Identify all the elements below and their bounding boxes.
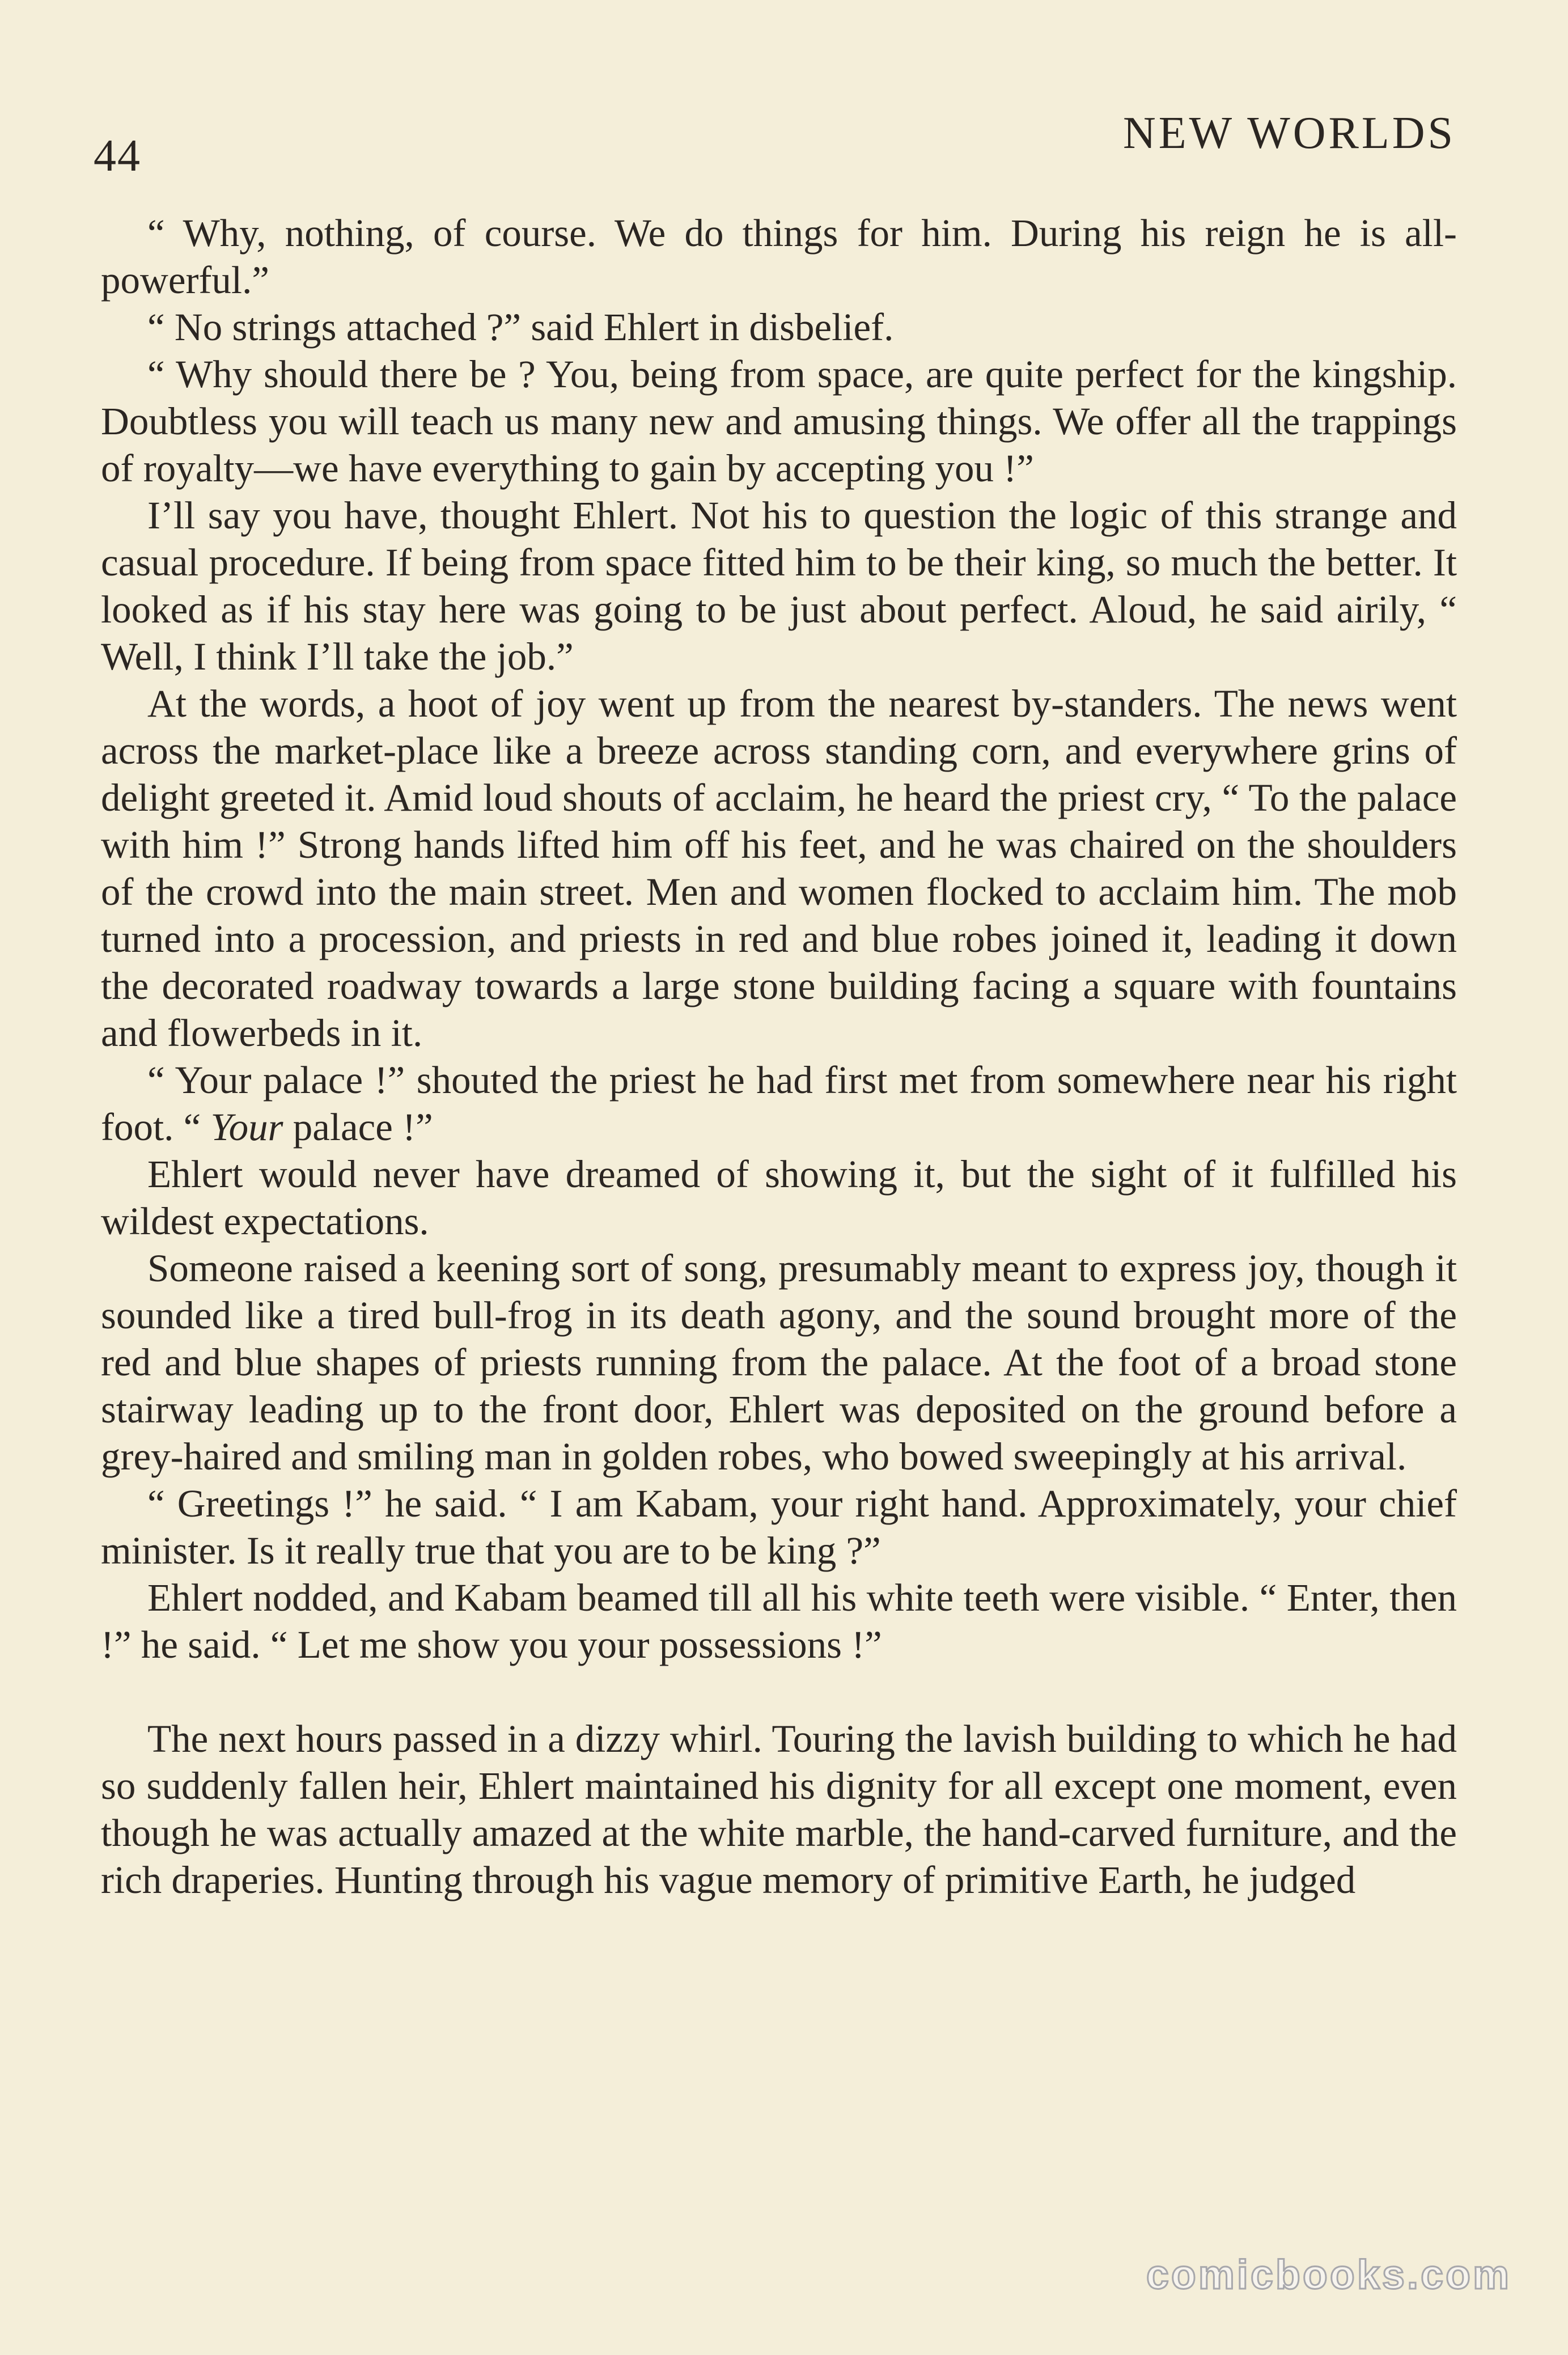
page-header [94, 108, 1456, 181]
paragraph-text: palace !” [283, 1106, 433, 1149]
paragraph: Ehlert nodded, and Kabam beamed till all his white teeth were visible. “ Enter, then !” he said. “ Let me show you your possessions !” [101, 1576, 1457, 1666]
body-text [101, 210, 1457, 1904]
paragraph: “ No strings attached ?” said Ehlert in disbelief. [147, 306, 894, 349]
paragraph-text: “ Your palace !” shouted the priest he had first met from somewhere near his right foot. “ [101, 1058, 1457, 1149]
emphasis-text: Your [210, 1106, 283, 1149]
paragraph: “ Why should there be ? You, being from space, are quite perfect for the kingship. Doubtless you will teach us many new and amusing things. We offer all the trappings of royalty—we have everything to gain by accepting you !” [101, 353, 1457, 490]
paragraph: Someone raised a keening sort of song, presumably meant to express joy, though it sounded like a tired bull-frog in its death agony, and the sound brought more of the red and blue shapes of priests running from the palace. At the foot of a broad stone stairway leading up to the front door, Ehlert was deposited on the ground before a grey-haired and smiling man in golden robes, who bowed sweepingly at his arrival. [101, 1247, 1457, 1478]
paragraph: The next hours passed in a dizzy whirl. Touring the lavish building to which he had so suddenly fallen heir, Ehlert maintained his dignity for all except one moment, even though he was actually amazed at the white marble, the hand-carved furniture, and the rich draperies. Hunting through his vague memory of primitive Earth, he judged [101, 1717, 1457, 1901]
watermark: comicbooks.com [1146, 2252, 1511, 2298]
paragraph: “ Why, nothing, of course. We do things for him. During his reign he is all-powerful.” [101, 211, 1457, 302]
paragraph: “ Greetings !” he said. “ I am Kabam, your right hand. Approximately, your chief minister. Is it really true that you are to be king ?” [101, 1482, 1457, 1572]
section-break [101, 1668, 1457, 1716]
paragraph: Ehlert would never have dreamed of showing it, but the sight of it fulfilled his wildest expectations. [101, 1153, 1457, 1243]
paragraph: I’ll say you have, thought Ehlert. Not his to question the logic of this strange and casual procedure. If being from space fitted him to be their king, so much the better. It looked as if his stay here was going to be just about perfect. Aloud, he said airily, “ Well, I think I’ll take the job.” [101, 494, 1457, 678]
page-number: 44 [94, 131, 141, 181]
paragraph [101, 1057, 1457, 1151]
running-head: NEW WORLDS [1122, 108, 1456, 158]
paragraph: At the words, a hoot of joy went up from the nearest by-standers. The news went across the market-place like a breeze across standing corn, and everywhere grins of delight greeted it. Amid loud shouts of acclaim, he heard the priest cry, “ To the palace with him !” Strong hands lifted him off his feet, and he was chaired on the shoulders of the crowd into the main street. Men and women flocked to acclaim him. The mob turned into a procession, and priests in red and blue robes joined it, leading it down the decorated roadway towards a large stone building facing a square with fountains and flowerbeds in it. [101, 682, 1457, 1054]
